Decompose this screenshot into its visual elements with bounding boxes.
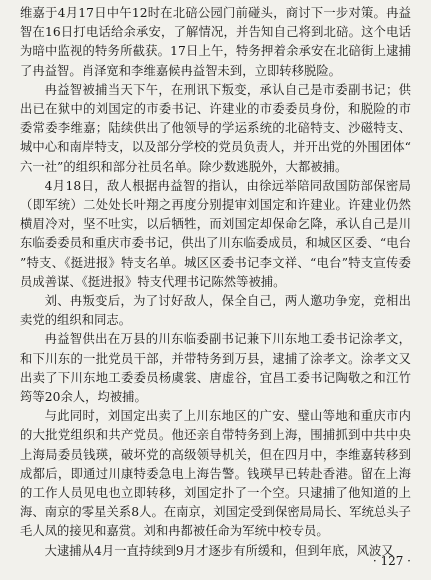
paragraph-7: 大逮捕从4月一直持续到9月才逐步有所缓和，但到年底，风波又 [44,543,394,558]
page-number: · 127 · [372,554,411,568]
book-page [20,4,411,576]
paragraph-5: 冉益智供出在万县的川东临委副书记兼下川东地工委书记涂孝文，和下川东的一批党员干部，并带特务到万县，逮捕了涂孝文。涂孝文又出卖了下川东地工委委员杨虞裳、唐虚谷，宜昌工委书记陶敬之和江竹筠等20余人，均被捕。 [20,332,411,405]
paragraph-1: 维嘉于4月17日中午12时在北碚公园门前碰头，商讨下一步对策。冉益智在16日打电话给余承安，了解情况，并告知自己将到北碚。这个电话为暗中监视的特务所截获。17日上午，特务押着余承安在北碚街上逮捕了冉益智。肖泽宽和李维嘉候冉益智未到，立即转移脱险。 [20,6,411,78]
paragraph-4: 刘、冉叛变后，为了讨好敌人，保全自己，两人邀功争宠，竞相出卖党的组织和同志。 [20,294,411,328]
paragraph-6: 与此同时，刘国定出卖了上川东地区的广安、璧山等地和重庆市内的大批党组织和共产党员。他还亲自带特务到上海，围捕抓到中共中央上海局委员钱瑛，破坏党的高级领导机关，但在四月中，李维嘉转移到成都后，即通过川康特委急电上海告警。钱瑛早已转赴香港。留在上海的工作人员见电也立即转移，刘国定扑了一个空。只逮捕了他知道的上海、南京的零星关系8人。在南京，刘国定受到保密局局长、军统总头子毛人凤的接见和嘉赏。刘和冉都被任命为军统中校专员。 [20,409,411,539]
paragraph-2: 冉益智被捕当天下午，在刑讯下叛变，承认自己是市委副书记；供出已在狱中的刘国定的市委书记、许建业的市委委员身份，和脱险的市委常委李维嘉；陆续供出了他领导的学运系统的北碚特支、沙磁特支、城中心和南岸特支，以及部分学校的党员负责人，并开出党的外围团体“六一社”的组织和部分社员名单。除少数逃脱外，大都被捕。 [20,82,411,174]
paragraph-3: 4月18日，敌人根据冉益智的指认，由徐远举陪同敌国防部保密局（即军统）二处处长叶翔之再度分别提审刘国定和许建业。许建业仍然横眉冷对，坚不吐实，以后牺牲，而刘国定却保命乞降，承认自己是川东临委委员和重庆市委书记，供出了川东临委成员，和城区区委、“电台”特支、《挺进报》特支名单。城区区委书记李文祥、“电台”特支宣传委员成善谋、《挺进报》特支代理书记陈然等被捕。 [20,178,411,289]
page-body [20,4,411,561]
